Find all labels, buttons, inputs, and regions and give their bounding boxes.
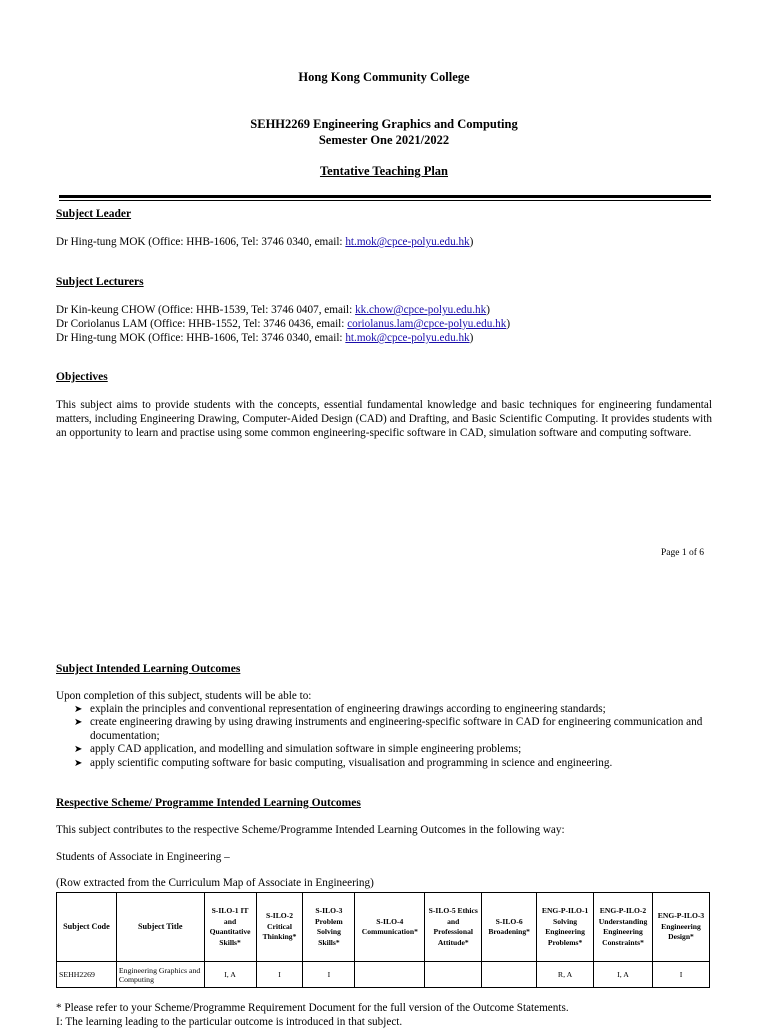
subject-leader-line bbox=[56, 236, 473, 248]
curriculum-map-table bbox=[56, 892, 710, 988]
header-rule-thick bbox=[59, 195, 711, 198]
plan-title: Tentative Teaching Plan bbox=[319, 164, 449, 178]
subject-leader-suffix: ) bbox=[469, 236, 474, 248]
arrow-bullet-icon: ➤ bbox=[74, 717, 83, 729]
objectives-text: This subject aims to provide students with the concepts, essential fundamental knowledge and basic techniques for engineering fundamental matters, including Engineering Drawing, Computer-Aided Design (CAD) and Drafting, and Basic Scientific Computing. It provides students with an opportunity to learn and practise using some common engineering-specific software in CAD, simulation software and computing software. bbox=[56, 399, 712, 440]
column-header: S-ILO-2 Critical Thinking* bbox=[256, 893, 303, 962]
semester-label: Semester One 2021/2022 bbox=[318, 133, 450, 147]
lecturer-suffix: ) bbox=[486, 304, 490, 316]
lecturer-line bbox=[56, 332, 473, 344]
table-row bbox=[57, 962, 710, 988]
lecturer-text: Dr Coriolanus LAM (Office: HHB-1552, Tel: 3746 0436, email: bbox=[56, 318, 348, 330]
silo-heading: Subject Intended Learning Outcomes bbox=[56, 663, 241, 675]
column-header: S-ILO-4 Communication* bbox=[355, 893, 425, 962]
page-number: Page 1 of 6 bbox=[661, 548, 705, 558]
column-header: S-ILO-1 IT and Quantitative Skills* bbox=[204, 893, 256, 962]
lecturer-text: Dr Kin-keung CHOW (Office: HHB-1539, Tel: 3746 0407, email: bbox=[56, 304, 356, 316]
list-item: ➤ apply scientific computing software for basic computing, visualisation and programming in science and engineering. bbox=[74, 756, 613, 769]
list-item: ➤ create engineering drawing by using drawing instruments and engineering-specific software in CAD for engineering communication and documentation; bbox=[74, 716, 703, 742]
column-header: S-ILO-3 Problem Solving Skills* bbox=[303, 893, 355, 962]
lecturer-email-link[interactable]: coriolanus.lam@cpce-polyu.edu.hk bbox=[347, 318, 507, 330]
list-item: ➤ apply CAD application, and modelling and simulation software in simple engineering problems; bbox=[74, 743, 522, 756]
column-header: S-ILO-5 Ethics and Professional Attitude* bbox=[425, 893, 482, 962]
lecturer-suffix: ) bbox=[506, 318, 511, 330]
list-item: ➤ explain the principles and conventional representation of engineering drawings according to engineering standards; bbox=[74, 703, 606, 715]
college-name: Hong Kong Community College bbox=[298, 70, 470, 84]
arrow-bullet-icon: ➤ bbox=[74, 704, 83, 715]
table-cell: I, A bbox=[594, 962, 653, 988]
lecturer-text: Dr Hing-tung MOK (Office: HHB-1606, Tel: 3746 0340, email: bbox=[56, 332, 346, 344]
subject-lecturers-heading: Subject Lecturers bbox=[56, 276, 144, 288]
arrow-bullet-icon: ➤ bbox=[74, 744, 83, 756]
pilo-heading: Respective Scheme/ Programme Intended Learning Outcomes bbox=[56, 797, 361, 809]
table-cell bbox=[482, 962, 537, 988]
header-rule-thin bbox=[59, 200, 711, 201]
table-cell bbox=[425, 962, 482, 988]
arrow-bullet-icon: ➤ bbox=[74, 757, 83, 769]
table-header-row bbox=[57, 893, 710, 962]
subject-leader-email-link[interactable]: ht.mok@cpce-polyu.edu.hk bbox=[345, 236, 470, 248]
table-cell: I bbox=[303, 962, 355, 988]
table-cell: I bbox=[652, 962, 709, 988]
column-header: S-ILO-6 Broadening* bbox=[482, 893, 537, 962]
table-cell: I, A bbox=[204, 962, 256, 988]
lecturer-suffix: ) bbox=[469, 332, 474, 344]
subject-leader-text: Dr Hing-tung MOK (Office: HHB-1606, Tel: 3746 0340, email: bbox=[56, 236, 346, 248]
column-header: ENG-P-ILO-3 Engineering Design* bbox=[652, 893, 709, 962]
lecturer-line bbox=[56, 304, 490, 316]
silo-intro: Upon completion of this subject, students will be able to: bbox=[56, 690, 312, 702]
column-header: ENG-P-ILO-1 Solving Engineering Problems* bbox=[537, 893, 594, 962]
objectives-heading: Objectives bbox=[56, 371, 108, 383]
footnote: * Please refer to your Scheme/Programme Requirement Document for the full version of the Outcome Statements. bbox=[56, 1002, 569, 1014]
lecturer-email-link[interactable]: kk.chow@cpce-polyu.edu.hk bbox=[355, 304, 487, 316]
column-header: Subject Title bbox=[116, 893, 204, 962]
column-header: ENG-P-ILO-2 Understanding Engineering Constraints* bbox=[594, 893, 653, 962]
subject-leader-heading: Subject Leader bbox=[56, 208, 132, 220]
column-header: Subject Code bbox=[57, 893, 117, 962]
pilo-intro: This subject contributes to the respective Scheme/Programme Intended Learning Outcomes in the following way: bbox=[56, 824, 565, 836]
table-cell: R, A bbox=[537, 962, 594, 988]
lecturer-email-link[interactable]: ht.mok@cpce-polyu.edu.hk bbox=[345, 332, 470, 344]
table-cell: SEHH2269 bbox=[57, 962, 117, 988]
table-cell: I bbox=[256, 962, 303, 988]
lecturer-line bbox=[56, 318, 510, 330]
silo-bullet-list bbox=[56, 703, 736, 770]
table-cell bbox=[355, 962, 425, 988]
table-cell: Engineering Graphics and Computing bbox=[116, 962, 204, 988]
course-title: SEHH2269 Engineering Graphics and Computing bbox=[250, 117, 518, 131]
pilo-row-note: (Row extracted from the Curriculum Map of Associate in Engineering) bbox=[56, 877, 374, 889]
footnote: I: The learning leading to the particular outcome is introduced in that subject. bbox=[56, 1016, 403, 1028]
pilo-students: Students of Associate in Engineering – bbox=[56, 851, 230, 863]
